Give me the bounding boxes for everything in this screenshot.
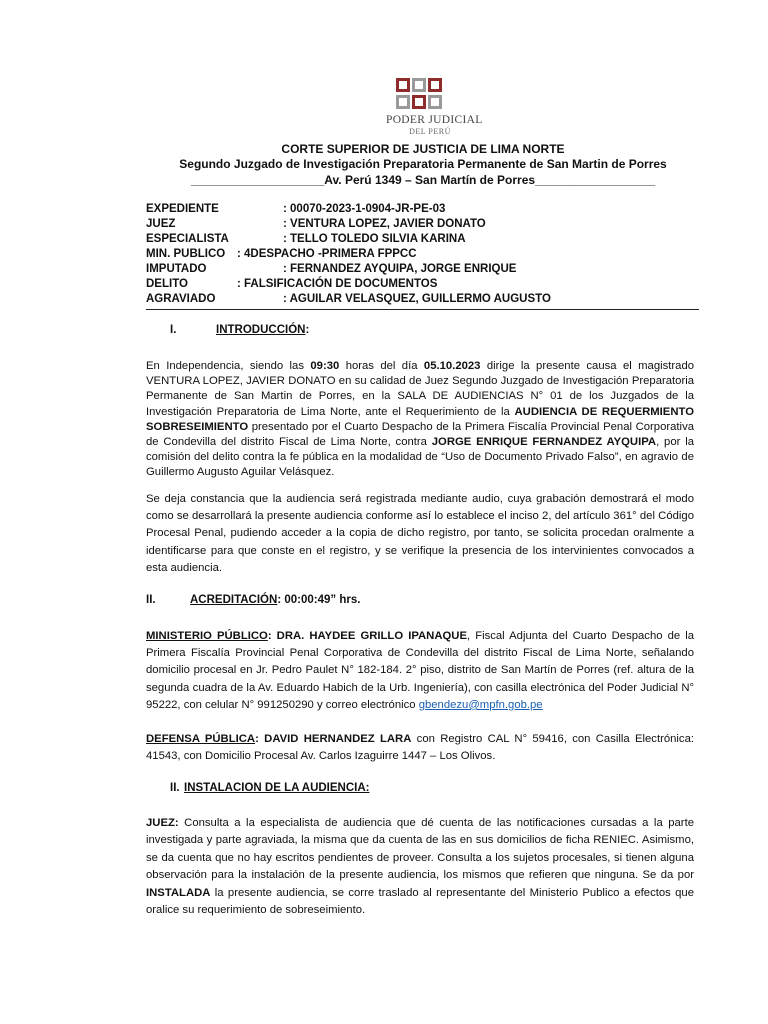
section-title: ACREDITACIÓN: 00:00:49” hrs.	[190, 594, 361, 606]
logo-title: PODER JUDICIAL	[386, 114, 483, 126]
case-value: : FALSIFICACIÓN DE DOCUMENTOS	[237, 278, 438, 290]
ministerio-publico-paragraph: MINISTERIO PÚBLICO: DRA. HAYDEE GRILLO IPANAQUE, Fiscal Adjunta del Cuarto Despacho de la Primera Fiscalía Provincial Penal Corporativa de Condevilla del distrito Fiscal de Lima Norte, señalando domicilio procesal en Jr. Pedro Paulet N° 182-184. 2° piso, distrito de San Martín de Porres (ref. altura de la segunda cuadra de la Av. Eduardo Habich de la Urb. Ingeniería), con casilla electrónica del Poder Judicial N° 95222, con celular N° 991250290 y correo electrónico gbendezu@mpfn.gob.pe	[146, 630, 695, 711]
court-address: ____________________Av. Perú 1349 – San Martín de Porres__________________	[190, 173, 656, 187]
case-label: MIN. PUBLICO	[146, 248, 226, 260]
intro-paragraph-2: Se deja constancia que la audiencia será registrada mediante audio, cuya grabación demostrará el modo como se desarrollará la presente audiencia conforme así lo establece el inciso 2, del artículo 361° del Código Procesal Penal, pudiendo acceder a la copia de dicho registro, por tanto, se solicita procedan oralmente a identificarse para que conste en el registro, y se verifique la presencia de los intervinientes convocados a esta audiencia.	[146, 493, 694, 574]
case-value: : TELLO TOLEDO SILVIA KARINA	[283, 233, 466, 245]
case-value: : AGUILAR VELASQUEZ, GUILLERMO AUGUSTO	[283, 293, 551, 305]
case-label: JUEZ	[146, 218, 176, 230]
case-label: DELITO	[146, 278, 188, 290]
logo-emblem-icon	[396, 78, 444, 112]
case-value: : VENTURA LOPEZ, JAVIER DONATO	[283, 218, 486, 230]
case-value: : 00070-2023-1-0904-JR-PE-03	[283, 203, 446, 215]
case-label: EXPEDIENTE	[146, 203, 219, 215]
juez-paragraph: JUEZ: Consulta a la especialista de audiencia que dé cuenta de las notificaciones cursadas a la parte investigada y parte agraviada, la misma que da cuenta de las en sus domicilios de ficha RENIEC. Asimismo, se da cuenta que no hay escritos pendientes de proveer. Consulta a los sujetos procesales, si tienen alguna observación para la instalación de la presente audiencia, los mismos que refieren que ninguna. Se da por INSTALADA la presente audiencia, se corre traslado al representante del Ministerio Publico a efectos que oralice su requerimiento de sobreseimiento.	[146, 817, 694, 917]
intro-paragraph-1: En Independencia, siendo las 09:30 horas del día 05.10.2023 dirige la presente causa el magistrado VENTURA LOPEZ, JAVIER DONATO en su calidad de Juez Segundo Juzgado de Investigación Preparatoria Permanente de San Martin de Porres, en la SALA DE AUDIENCIAS N° 01 de los Juzgados de la Investigación Preparatoria de Lima Norte, ante el Requerimiento de la AUDIENCIA DE REQUERMIENTO SOBRESEIMIENTO presentado por el Cuarto Despacho de la Primera Fiscalía Provincial Penal Corporativa de Condevilla del distrito Fiscal de Lima Norte, contra JORGE ENRIQUE FERNANDEZ AYQUIPA, por la comisión del delito contra la fe pública en la modalidad de “Uso de Documento Privado Falso”, en agravio de Guillermo Augusto Aguilar Velásquez.	[146, 360, 695, 479]
email-link[interactable]: gbendezu@mpfn.gob.pe	[418, 698, 543, 711]
court-name: CORTE SUPERIOR DE JUSTICIA DE LIMA NORTE	[281, 142, 565, 156]
section-heading-intro	[170, 324, 310, 336]
case-value: : FERNANDEZ AYQUIPA, JORGE ENRIQUE	[283, 263, 517, 275]
section-number: II.	[146, 594, 156, 606]
divider	[146, 309, 699, 310]
poder-judicial-logo	[386, 74, 483, 138]
logo-subtitle: DEL PERÚ	[409, 127, 451, 136]
court-unit: Segundo Juzgado de Investigación Preparatoria Permanente de San Martin de Porres	[179, 157, 667, 171]
section-heading-instalacion	[170, 782, 370, 794]
section-heading-acreditacion	[146, 594, 361, 606]
defensa-publica-paragraph: DEFENSA PÚBLICA: DAVID HERNANDEZ LARA con Registro CAL N° 59416, con Casilla Electrónica: 41543, con Domicilio Procesal Av. Carlos Izaguirre 1447 – Los Olivos.	[146, 733, 694, 763]
section-title: INSTALACION DE LA AUDIENCIA:	[184, 782, 370, 794]
case-label: AGRAVIADO	[146, 293, 216, 305]
section-title: INTRODUCCIÓN:	[216, 324, 310, 336]
section-number: II.	[170, 782, 180, 794]
case-value: : 4DESPACHO -PRIMERA FPPCC	[237, 248, 417, 260]
case-label: ESPECIALISTA	[146, 233, 229, 245]
section-number: I.	[170, 324, 177, 336]
case-label: IMPUTADO	[146, 263, 207, 275]
